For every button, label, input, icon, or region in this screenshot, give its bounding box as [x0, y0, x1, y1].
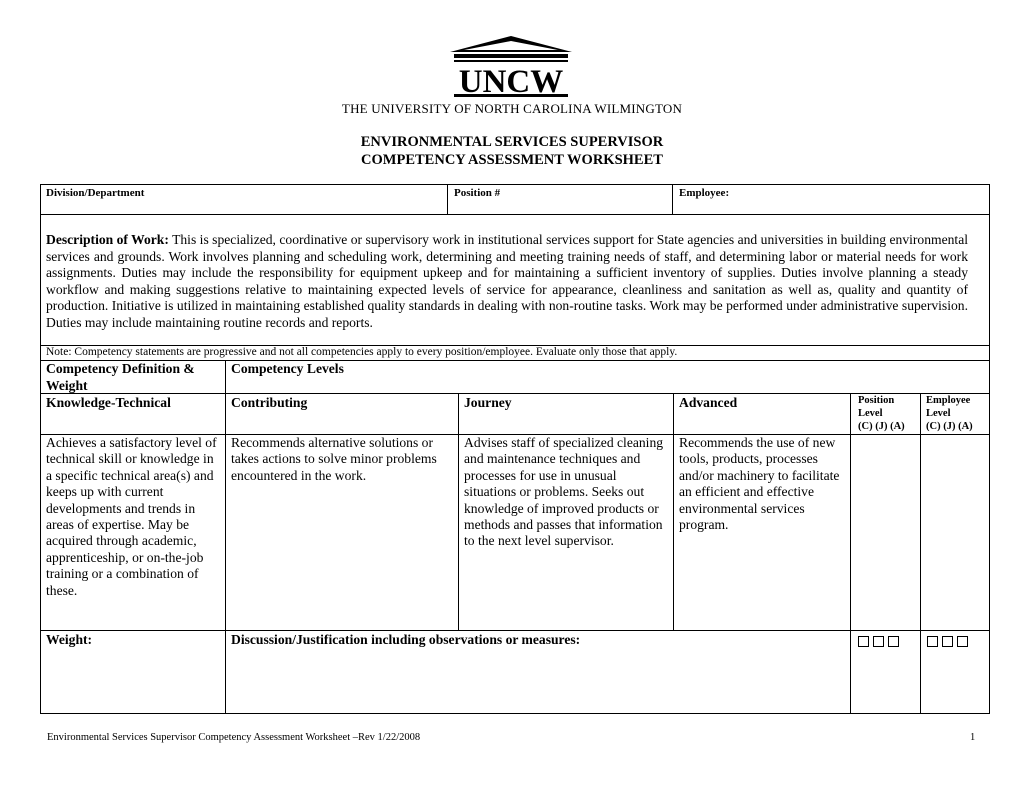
division-department-label: Division/Department — [46, 187, 145, 199]
position-number-label: Position # — [454, 187, 501, 199]
competency-levels-header: Competency Levels — [231, 361, 344, 376]
competency-name: Knowledge-Technical — [46, 395, 171, 410]
university-name: THE UNIVERSITY OF NORTH CAROLINA WILMINGTON — [341, 101, 683, 116]
contributing-description: Recommends alternative solutions or takes actions to solve minor problems encountered in the work. — [231, 435, 437, 483]
employee-level-codes: (C) (J) (A) — [926, 421, 973, 432]
employee-level-a-checkbox[interactable] — [957, 636, 968, 647]
note-text: Note: Competency statements are progressive and not all competencies apply to every position/employee. Evaluate only those that apply. — [46, 346, 678, 358]
logo-wordmark: UNCW — [458, 64, 564, 100]
page-number: 1 — [970, 732, 976, 743]
competency-definition-header: Competency Definition & Weight — [46, 361, 195, 393]
employee-label: Employee: — [679, 187, 730, 199]
advanced-description: Recommends the use of new tools, products, processes and/or machinery to facilitate an efficient and effective environmental services program. — [679, 435, 840, 533]
employee-level-header — [926, 394, 988, 433]
employee-level-label: Employee Level — [926, 395, 971, 419]
position-level-codes: (C) (J) (A) — [858, 421, 905, 432]
position-level-label: Position Level — [858, 395, 895, 419]
assessment-table — [40, 184, 990, 714]
document-title-line2: COMPETENCY ASSESSMENT WORKSHEET — [361, 152, 663, 168]
contributing-header: Contributing — [231, 395, 308, 410]
position-level-checkboxes — [858, 632, 903, 650]
journey-description: Advises staff of specialized cleaning and maintenance techniques and processes for use in unusual situations or problems. Seeks out knowledge of improved products or methods and passes that information to the next level supervisor. — [464, 435, 664, 549]
weight-label: Weight: — [46, 632, 93, 647]
position-level-header — [858, 394, 916, 433]
document-title-line1: ENVIRONMENTAL SERVICES SUPERVISOR — [360, 134, 664, 150]
employee-level-checkboxes — [927, 632, 972, 650]
position-level-a-checkbox[interactable] — [888, 636, 899, 647]
description-of-work — [46, 232, 968, 331]
competency-definition: Achieves a satisfactory level of technical skill or knowledge in a specific technical area(s) and keeps up with current developments and trends in areas of expertise. May be acquired through academic, apprenticeship, or on-the-job training or a combination of these. — [46, 435, 217, 598]
position-level-c-checkbox[interactable] — [858, 636, 869, 647]
uncw-building-icon — [448, 36, 574, 100]
description-text: This is specialized, coordinative or supervisory work in institutional services support for State agencies and universities in building environmental services and grounds. Work involves planning and scheduling work, determining and meeting training needs of staff, and determining labor or material needs for work assignments. Duties may include the responsibility for equipment upkeep and for maintaining a sufficient inventory of supplies. Duties involve planning a steady workflow and making suggestions relative to maintaining expected levels of service for appearance, cleanliness and sanitation as well as, quality and quantity of production. Initiative is utilized in maintaining established quality standards in dealing with non-routine tasks. Work may be performed under administrative supervision. Duties may include maintaining routine records and reports. — [46, 232, 969, 330]
journey-header: Journey — [464, 395, 512, 410]
discussion-label: Discussion/Justification including observations or measures: — [231, 632, 581, 647]
description-label: Description of Work: — [46, 232, 169, 247]
employee-level-c-checkbox[interactable] — [927, 636, 938, 647]
footer-text: Environmental Services Supervisor Competency Assessment Worksheet –Rev 1/22/2008 — [47, 732, 421, 743]
position-level-j-checkbox[interactable] — [873, 636, 884, 647]
uncw-logo — [448, 36, 574, 100]
advanced-header: Advanced — [679, 395, 738, 410]
employee-level-j-checkbox[interactable] — [942, 636, 953, 647]
